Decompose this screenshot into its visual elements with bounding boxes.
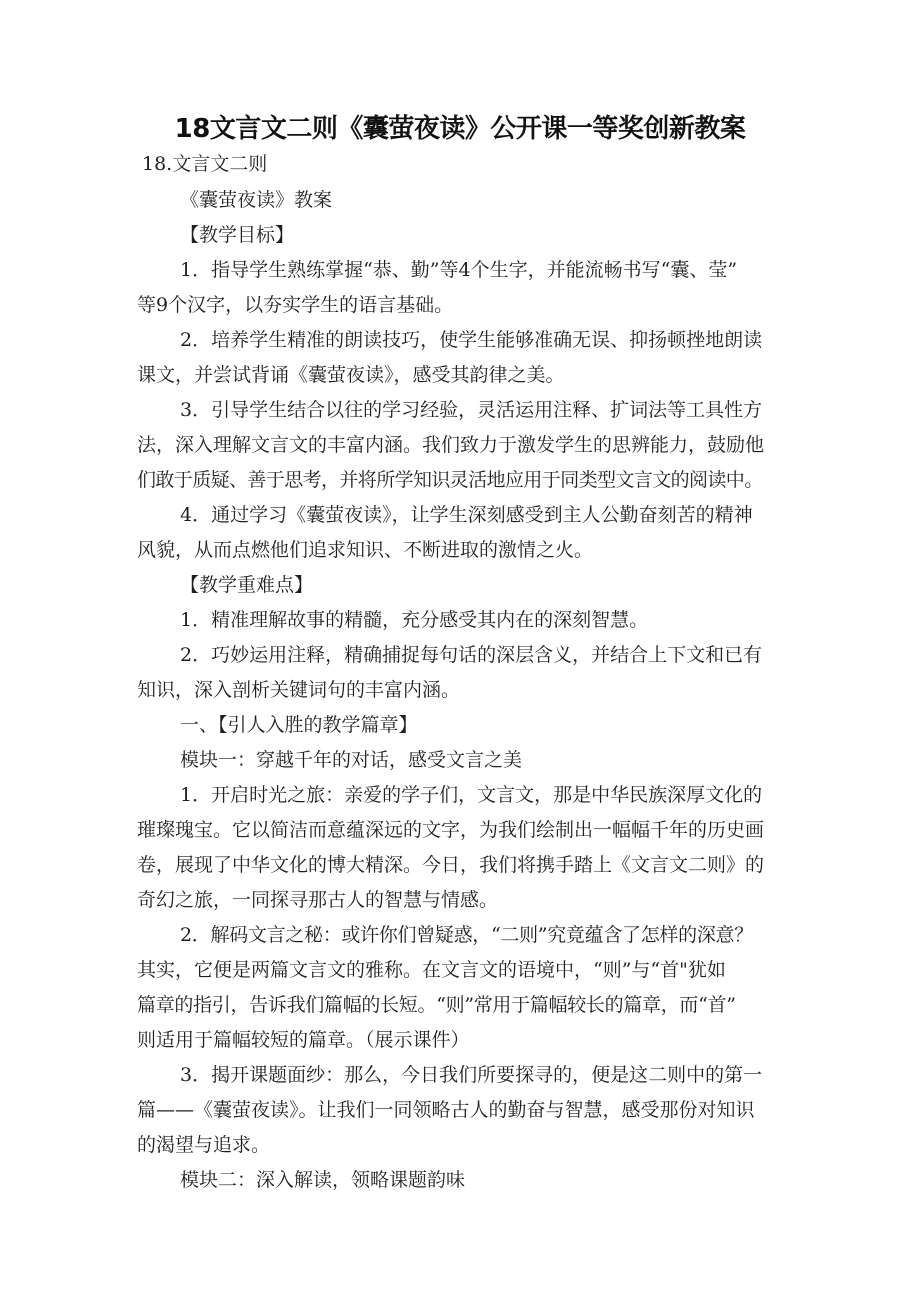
document-title: 18文言文二则《囊萤夜读》公开课一等奖创新教案: [174, 114, 746, 144]
paragraph-line: 1．开启时光之旅：亲爱的学子们，文言文，那是中华民族深厚文化的: [180, 784, 763, 806]
paragraph-line: 的渴望与追求。: [137, 1134, 271, 1156]
paragraph-line: 课文，并尝试背诵《囊萤夜读》，感受其韵律之美。: [137, 364, 565, 386]
paragraph-line: 2．解码文言之秘：或许你们曾疑惑，“二则”究竟蕴含了怎样的深意？: [180, 924, 753, 946]
paragraph-line: 知识，深入剖析关键词句的丰富内涵。: [137, 679, 461, 701]
paragraph-line: 璀璨瑰宝。它以简洁而意蕴深远的文字，为我们绘制出一幅幅千年的历史画: [137, 819, 765, 841]
paragraph-line: 奇幻之旅，一同探寻那古人的智慧与情感。: [137, 889, 499, 911]
paragraph-line: 2．培养学生精准的朗读技巧，使学生能够准确无误、抑扬顿挫地朗读: [180, 329, 763, 351]
paragraph-line: 等9个汉字，以夯实学生的语言基础。: [137, 294, 454, 316]
paragraph-line: 风貌，从而点燃他们追求知识、不断进取的激情之火。: [137, 539, 594, 561]
paragraph-line: 篇章的指引，告诉我们篇幅的长短。“则”常用于篇幅较长的篇章，而“首”: [137, 994, 736, 1016]
module-heading-1: 模块一：穿越千年的对话，感受文言之美: [180, 749, 523, 771]
lesson-number: 18.文言文二则: [142, 153, 268, 175]
paragraph-line: 则适用于篇幅较短的篇章。（展示课件）: [137, 1029, 470, 1051]
paragraph-line: 1．指导学生熟练掌握“恭、勤”等4个生字，并能流畅书写“囊、莹”: [180, 259, 738, 281]
module-heading-2: 模块二：深入解读，领略课题韵味: [180, 1169, 466, 1191]
paragraph-line: 3．揭开课题面纱：那么，今日我们所要探寻的，便是这二则中的第一: [180, 1064, 763, 1086]
paragraph-line: 们敢于质疑、善于思考，并将所学知识灵活地应用于同类型文言文的阅读中。: [137, 469, 763, 491]
paragraph-line: 法，深入理解文言文的丰富内涵。我们致力于激发学生的思辨能力，鼓励他: [137, 434, 765, 456]
paragraph-line: 1．精准理解故事的精髓，充分感受其内在的深刻智慧。: [180, 609, 649, 631]
paragraph-line: 篇——《囊萤夜读》。让我们一同领略古人的勤奋与智慧，感受那份对知识: [137, 1099, 755, 1121]
section-heading-intro: 一、【引人入胜的教学篇章】: [180, 714, 418, 736]
section-heading-objectives: 【教学目标】: [180, 224, 295, 246]
lesson-subtitle: 《囊萤夜读》教案: [180, 189, 333, 211]
paragraph-line: 2．巧妙运用注释，精确捕捉每句话的深层含义，并结合上下文和已有: [180, 644, 763, 666]
paragraph-line: 卷，展现了中华文化的博大精深。今日，我们将携手踏上《文言文二则》的: [137, 854, 765, 876]
paragraph-line: 其实，它便是两篇文言文的雅称。在文言文的语境中，“则”与“首"犹如: [137, 959, 726, 981]
paragraph-line: 3．引导学生结合以往的学习经验，灵活运用注释、扩词法等工具性方: [180, 399, 763, 421]
section-heading-key-points: 【教学重难点】: [180, 574, 314, 596]
paragraph-line: 4．通过学习《囊萤夜读》，让学生深刻感受到主人公勤奋刻苦的精神: [180, 504, 753, 526]
